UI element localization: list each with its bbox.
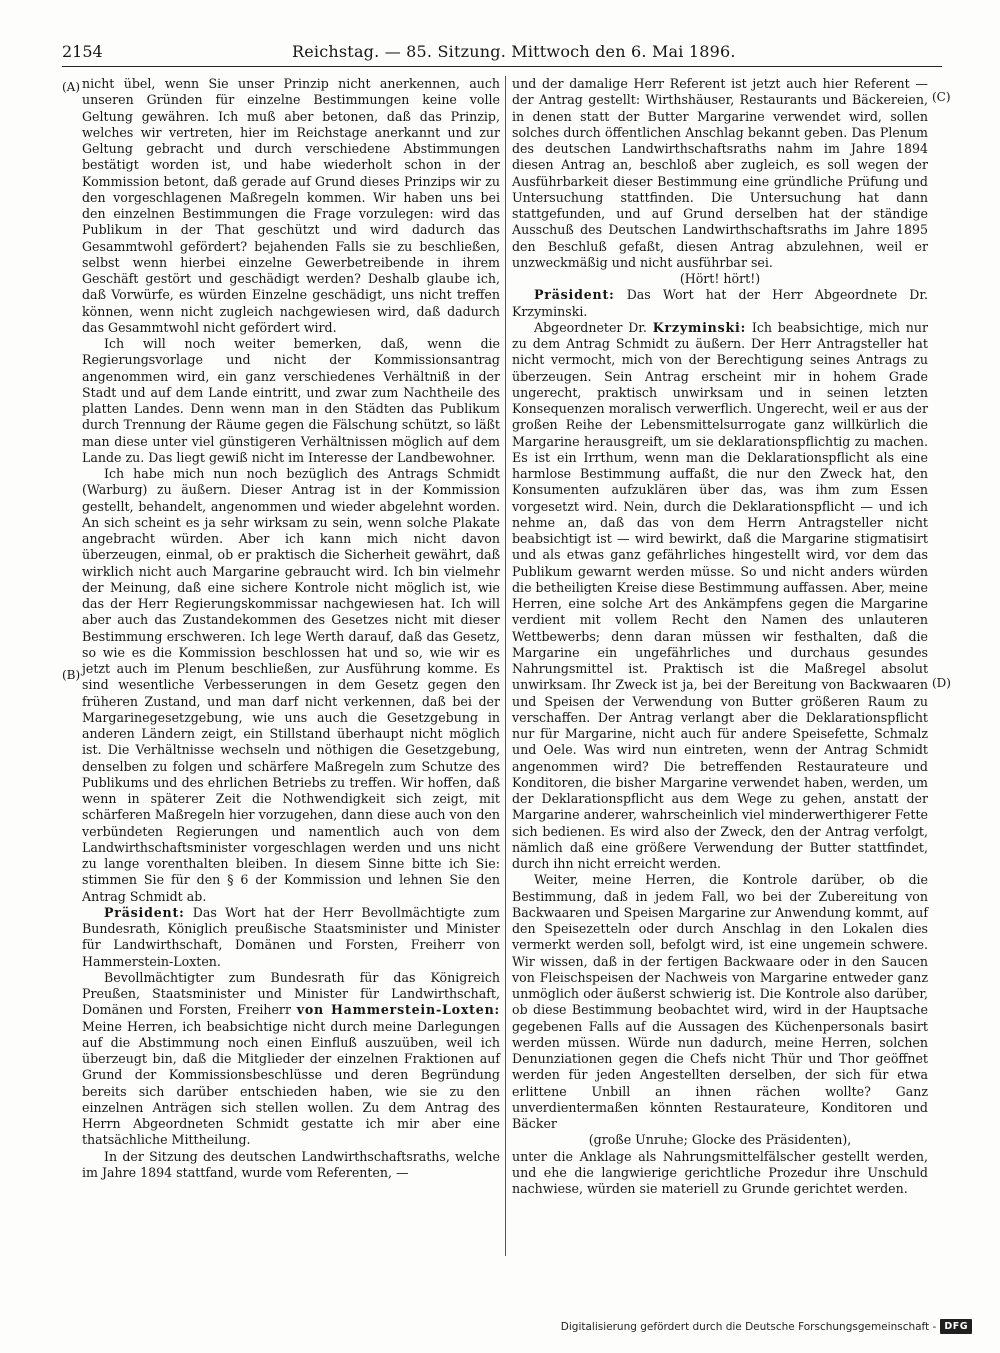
speech-text: Das Wort hat der Herr Abgeordnete Dr. Krzyminski. [512,287,928,319]
paragraph: und der damalige Herr Referent ist jetzt auch hier Referent — der Antrag gestellt: Wirthshäuser, Restaurants und Bäckereien, in denen statt der Butter Margarine verwendet wird, sollen solches durch öffentlichen Anschlag bekannt geben. Das Plenum des deutschen Landwirthschaftsraths nahm im Jahre 1894 diesen Antrag an, beschloß aber zugleich, es soll wegen der Ausführbarkeit dieser Bestimmung eine gründliche Prüfung und Untersuchung stattfinden. Die Untersuchung hat dann stattgefunden, und auf Grund derselben hat der ständige Ausschuß des Deutschen Landwirthschaftsraths im Jahre 1895 den Beschluß gefaßt, diesen Antrag abzulehnen, weil er unzweckmäßig und nicht ausführbar sei. [512,76,928,270]
speech-text: Meine Herren, ich beabsichtige nicht durch meine Darlegungen auf die Abstimmung noch einen Einfluß auszuüben, weil ich überzeugt bin, daß die Mitglieder der einzelnen Fraktionen auf Grund der Kommissionsbeschlüsse und deren Begründung bereits sich darüber entschieden haben, wie sie zu den einzelnen Anträgen sich stellen wollen. Zu dem Antrag des Herrn Abgeordneten Schmidt gestatte ich mir aber eine thatsächliche Mittheilung. [82,1018,500,1148]
paragraph: Ich habe mich nun noch bezüglich des Antrags Schmidt (Warburg) zu äußern. Dieser Antrag ist in der Kommission gestellt, behandelt, angenommen und wieder abgelehnt worden. An sich scheint es ja sehr wirksam zu sein, wenn solche Plakate angebracht würden. Aber ich kann mich nicht davon überzeugen, einmal, ob er praktisch die Sicherheit gewährt, daß wirklich nicht auch Margarine gebraucht wird. Ich bin vielmehr der Meinung, daß eine sichere Kontrole nicht möglich ist, wie das der Herr Regierungskommissar nachgewiesen hat. Ich will aber auch das Zustandekommen des Gesetzes nicht mit dieser Bestimmung erschweren. Ich lege Werth darauf, daß das Gesetz, so wie es die Kommission beschlossen hat und so, wie wir es jetzt auch im Plenum beschließen, zur Ausführung komme. Es sind wesentliche Verbesserungen in dem Gesetz gegen den früheren Zustand, und man darf nicht verkennen, daß bei der Margarinegesetzgebung, wie uns auch die Gesetzgebung in anderen Ländern zeigt, ein Stillstand überhaupt nicht möglich ist. Die Verhältnisse wechseln und nöthigen die Gesetzgebung, denselben zu folgen und schärfere Maßregeln zum Schutze des Publikums und des ehrlichen Betriebs zu treffen. Wir hoffen, daß wenn in späterer Zeit die Nothwendigkeit sich zeigt, mit schärferen Maßregeln hier vorzugehen, dann diese auch von den verbündeten Regierungen und namentlich auch von dem Landwirthschaftsminister vorgeschlagen werden und uns nicht zu lange vorenthalten bleiben. In diesem Sinne bitte ich Sie: stimmen Sie für den § 6 der Kommission und lehnen Sie den Antrag Schmidt ab. [82,466,500,904]
paragraph [512,287,928,320]
running-head: Reichstag. — 85. Sitzung. Mittwoch den 6. Mai 1896. [292,42,736,61]
footer-credit: Digitalisierung gefördert durch die Deutsche Forschungsgemeinschaft - [560,1320,937,1333]
paragraph [512,320,928,873]
column-divider [505,76,506,1256]
interjection: (Hört! hört!) [679,271,761,286]
speaker-intro: Bevollmächtigter zum Bundesrath für das Königreich Preußen, Staatsminister und Minister für Landwirthschaft, Domänen und Forsten, Freiherr [82,969,500,1018]
speaker-intro: Abgeordneter Dr. [534,319,653,335]
paragraph [82,970,500,1149]
dfg-logo-icon: DFG [940,1319,972,1334]
paragraph: nicht übel, wenn Sie unser Prinzip nicht anerkennen, auch unseren Gründen für einzelne Bestimmungen keine volle Geltung gewähren. Ich muß aber betonen, daß das Prinzip, welches wir vertreten, hier im Reichstage anerkannt und zur Geltung gebracht und durch verschiedene Abstimmungen bestätigt worden ist, und habe wiederholt schon in der Kommission betont, daß gerade auf Grund dieses Prinzips wir zu den vorgeschlagenen Maßregeln kommen. Wir haben uns bei den einzelnen Bestimmungen die Frage vorzulegen: wird das Publikum in der That geschützt und wird dadurch das Gesammtwohl gefördert? bejahenden Falls sie zu beschließen, selbst wenn hierbei einzelne Gewerbetreibende in ihrem Geschäft gestört und geschädigt werden? Deshalb glaube ich, daß Vorwürfe, es würden Einzelne geschädigt, uns nicht treffen können, wenn nicht zugleich nachgewiesen wird, daß dadurch das Gesammtwohl nicht gefördert wird. [82,76,500,335]
speech-text: Das Wort hat der Herr Bevollmächtigte zum Bundesrath, Königlich preußische Staatsminister und Minister für Landwirthschaft, Domänen und Forsten, Freiherr von Hammerstein-Loxten. [82,904,500,969]
margin-marker-c: (C) [932,90,951,104]
paragraph: Ich will noch weiter bemerken, daß, wenn die Regierungsvorlage und nicht der Kommissionsantrag angenommen wird, ein ganz verschiedenes Verhältniß in der Stadt und auf dem Lande eintritt, und zwar zum Nachtheile des platten Landes. Denn wenn man in den Städten das Publikum durch Trennung der Räume gegen die Fälschung schützt, so läßt man diese unter viel günstigeren Verhältnissen möglich auf dem Lande zu. Das liegt gewiß nicht im Interesse der Landbewohner. [82,336,500,465]
margin-marker-d: (D) [932,676,951,690]
interjection: (große Unruhe; Glocke des Präsidenten), [588,1132,852,1148]
speaker-name: Präsident: [104,904,185,920]
paragraph [82,905,500,970]
margin-marker-b: (B) [62,668,81,682]
speaker-name: Präsident: [534,287,615,303]
margin-marker-a: (A) [62,80,81,94]
paragraph: unter die Anklage als Nahrungsmittelfälscher gestellt werden, und ehe die langwierige gerichtliche Prozedur ihre Unschuld nachwiese, würden sie materiell zu Grunde gerichtet werden. [512,1148,928,1196]
speech-text: Ich beabsichtige, mich nur zu dem Antrag Schmidt zu äußern. Der Herr Antragsteller hat nicht vermocht, mich von der Berechtigung seines Antrags zu überzeugen. Sein Antrag erscheint mir in hohem Grade ungerecht, praktisch unwirksam und in seinen letzten Konsequenzen moralisch verwerflich. Ungerecht, weil er aus der großen Reihe der Lebensmittelsurrogate ganz willkürlich die Margarine herausgreift, um sie deklarationspflichtig zu machen. Es ist ein Irrthum, wenn man die Deklarationspflicht als eine harmlose Bestimmung auffaßt, die nur den Zweck hat, den Konsumenten aufzuklären über das, was ihm zum Essen vorgesetzt wird. Nein, durch die Deklarationspflicht — und ich nehme an, daß das von dem Herrn Antragsteller nicht beabsichtigt ist — wird bewirkt, daß die Margarine stigmatisirt und als etwas ganz gefährliches hingestellt wird, vor dem das Publikum gewarnt werden müsse. So und nicht anders würden die betheiligten Kreise diese Bestimmung auffassen. Aber, meine Herren, eine solche Art des Ankämpfens gegen die Margarine verdient mit vollem Recht den Namen des unlauteren Wettbewerbs; denn daran müssen wir festhalten, daß die Margarine ein ungefährliches und durchaus gesundes Nahrungsmittel ist. Praktisch ist die Maßregel absolut unwirksam. Ihr Zweck ist ja, bei der Bereitung von Backwaaren und Speisen der Verwendung von Butter größeren Raum zu verschaffen. Der Antrag verlangt aber die Deklarationspflicht nur für Margarine, nicht auch für andere Speisefette, Schmalz und Oele. Was wird nun eintreten, wenn der Antrag Schmidt angenommen wird? Die betreffenden Restaurateure und Konditoren, die bisher Margarine verwendet haben, werden, um der Deklarationspflicht aus dem Wege zu gehen, anstatt der Margarine anderer, wahrscheinlich viel minderwerthigerer Fette sich bedienen. Es wird also der Zweck, den der Antrag verfolgt, nämlich daß eine größere Verwendung der Butter stattfindet, durch ihn nicht erreicht werden. [512,319,928,871]
page-number: 2154 [62,42,103,61]
speaker-name: Krzyminski: [652,319,747,335]
speaker-name: von Hammerstein-Loxten: [296,1002,500,1018]
page-header [62,40,942,67]
right-column [512,76,928,1197]
digitization-footer [561,1319,972,1334]
left-column [82,76,500,1181]
paragraph: Weiter, meine Herren, die Kontrole darüber, ob die Bestimmung, daß in jedem Fall, wo bei der Zubereitung von Backwaaren und Speisen Margarine zur Anwendung kommt, auf den Speisezetteln oder durch Anschlag in den Lokalen dies vermerkt werden soll, befolgt wird, ist eine ungemein schwere. Wir wissen, daß in der fertigen Backwaare oder in den Saucen von Fleischspeisen der Nachweis von Margarine entweder ganz unmöglich oder äußerst schwierig ist. Die Kontrole also darüber, ob diese Bestimmung beobachtet wird, wird in der Hauptsache gegebenen Falls auf die Aussagen des Küchenpersonals basirt werden müssen. Würde nun dadurch, meine Herren, solchen Denunziationen gegen die Chefs nicht Thür und Thor geöffnet werden für jeden Angestellten derselben, der sich für etwa erlittene Unbill an ihnen rächen wollte? Ganz unverdientermaßen könnten Restaurateure, Konditoren und Bäcker [512,872,928,1131]
paragraph: In der Sitzung des deutschen Landwirthschaftsraths, welche im Jahre 1894 stattfand, wurde vom Referenten, — [82,1148,500,1180]
